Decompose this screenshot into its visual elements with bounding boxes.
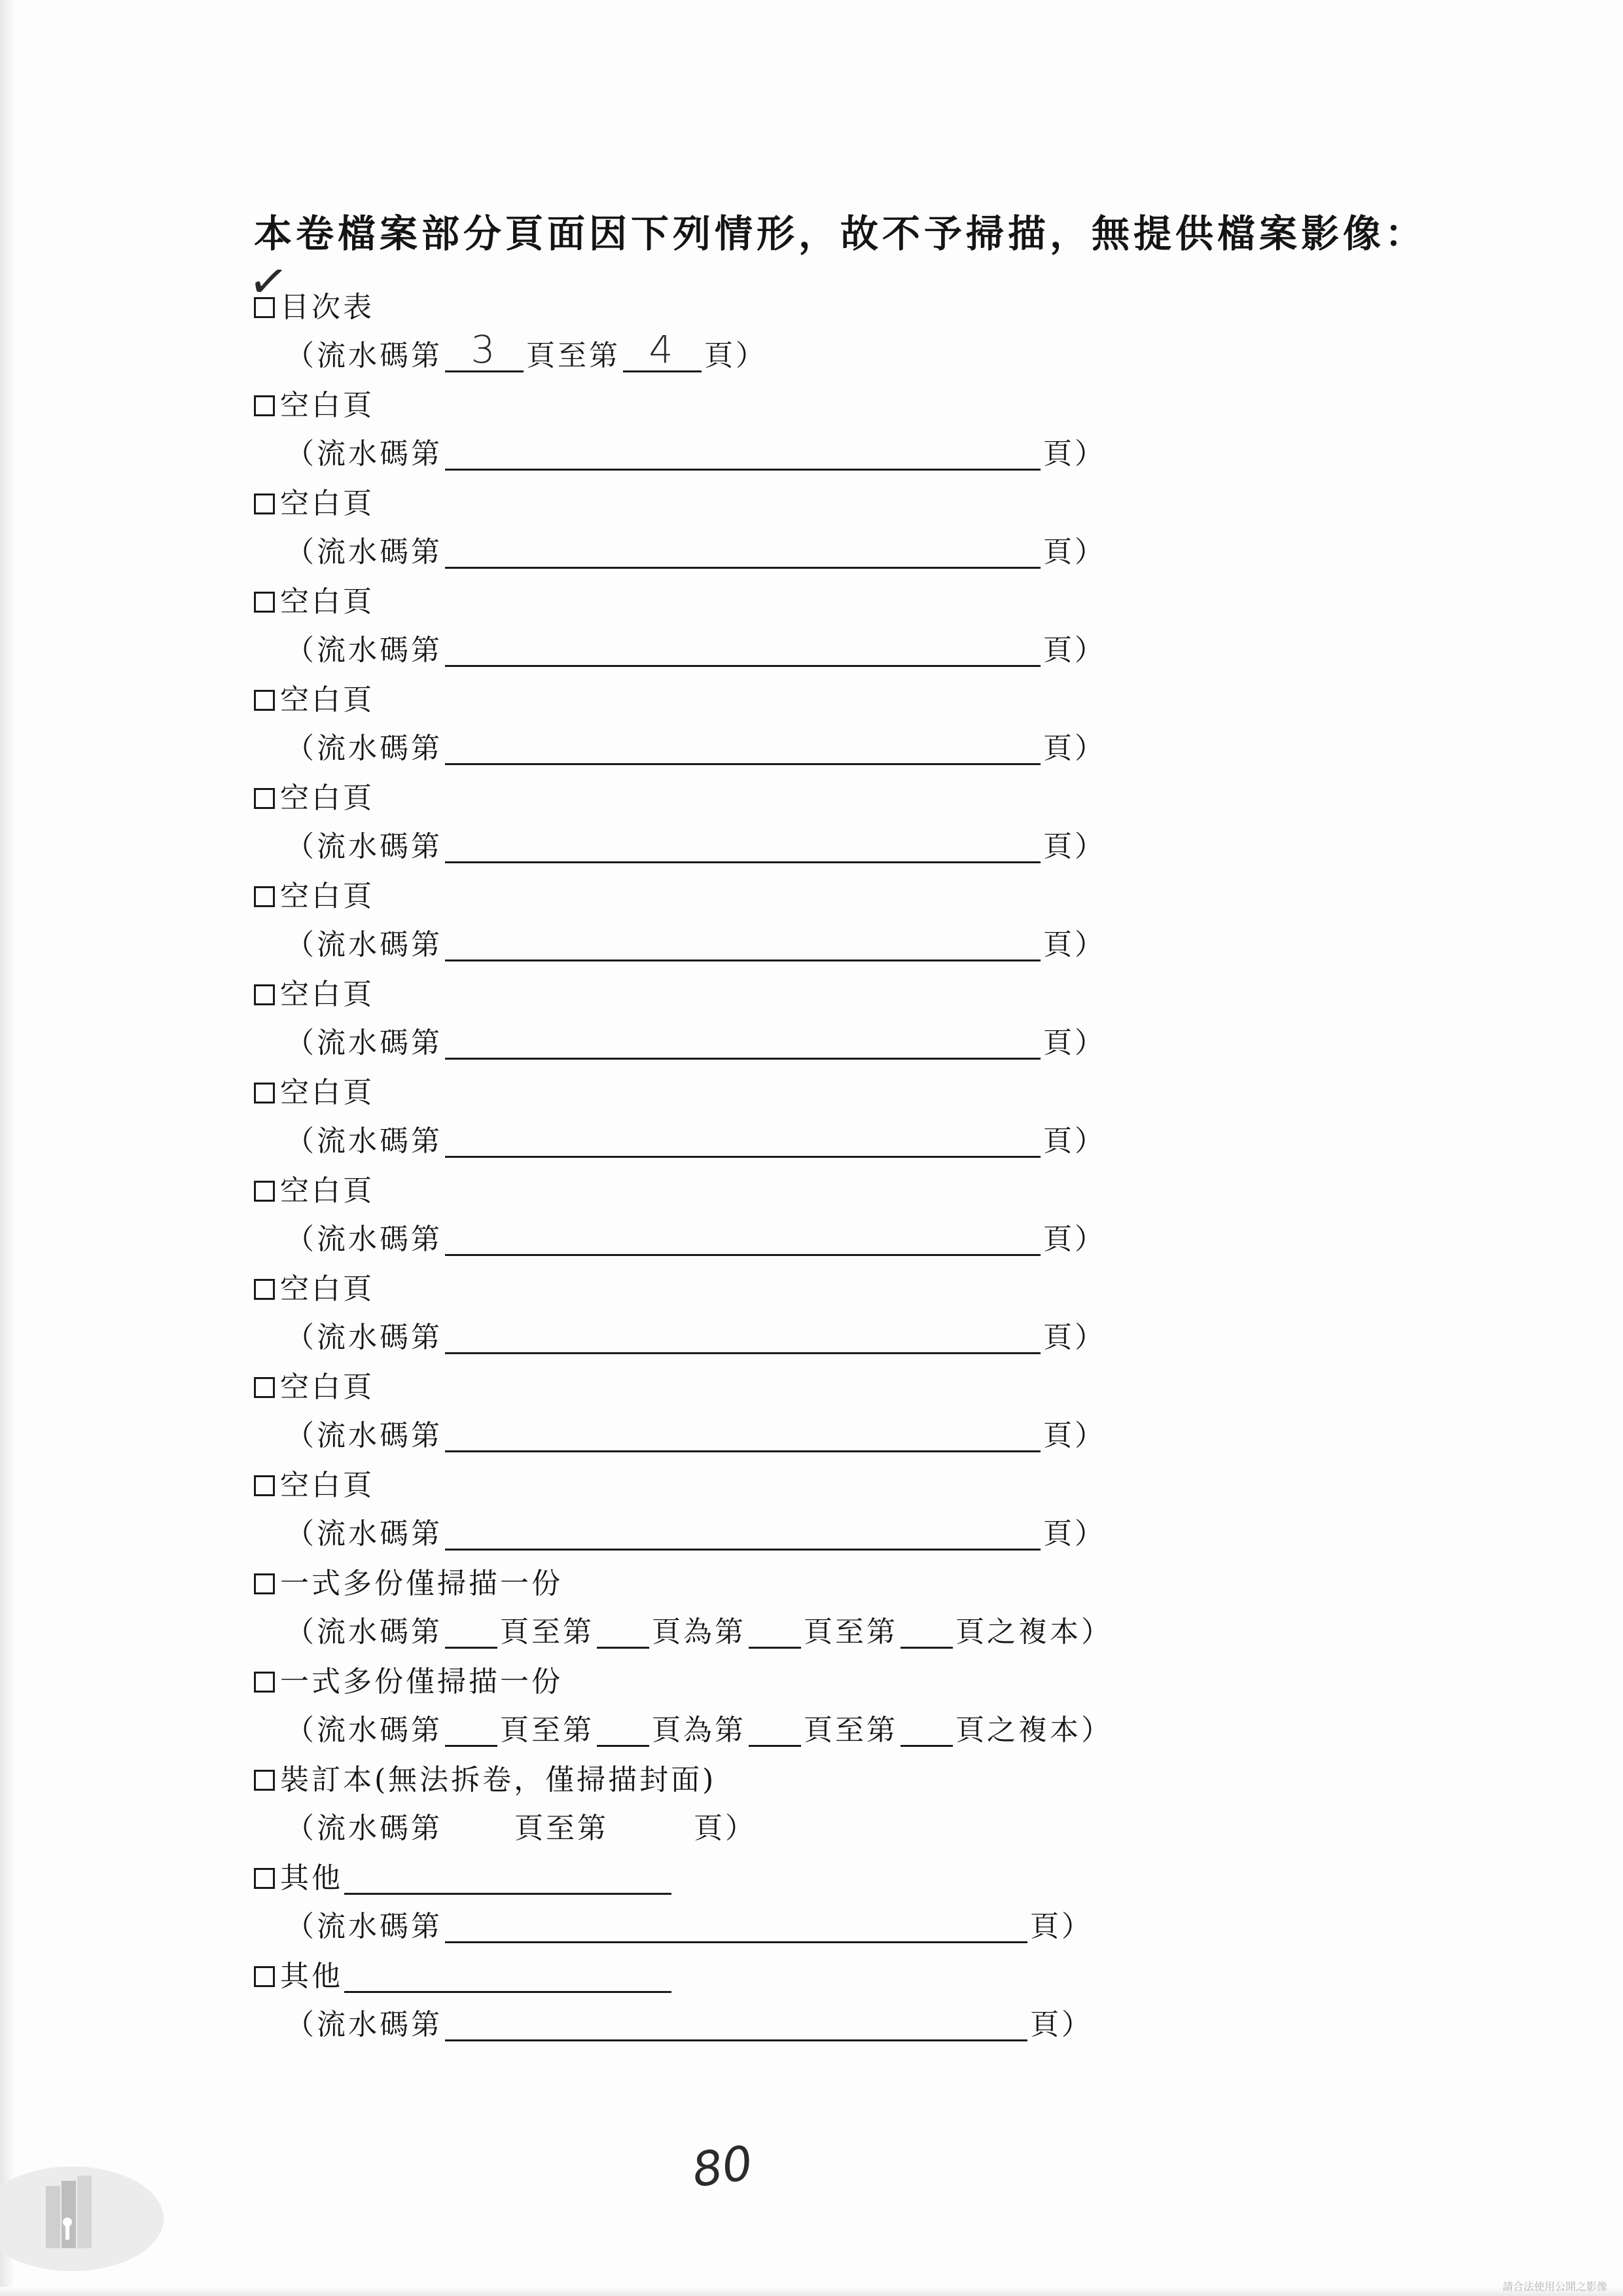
scan-left-edge (0, 0, 14, 2296)
page-for-text: 頁為第 (652, 1713, 746, 1747)
item-blank-8-serial-row (285, 1122, 1106, 1161)
serial-prefix: （流水碼第 (285, 1223, 442, 1256)
item-blank-11-serial-row (285, 1416, 1106, 1456)
item-other-label: 其他 (280, 1861, 343, 1895)
checkbox-blank-12[interactable] (254, 1475, 275, 1496)
scan-bottom-edge (0, 2287, 1623, 2296)
serial-prefix: （流水碼第 (285, 1321, 442, 1354)
serial-prefix: （流水碼第 (285, 634, 442, 667)
serial-prefix: （流水碼第 (285, 732, 442, 765)
item-blank-7 (254, 975, 374, 1014)
item-other-1-serial-row (285, 1907, 1093, 1946)
page-for-text: 頁為第 (652, 1615, 746, 1649)
item-blank-6 (254, 877, 374, 916)
copy-close-text: 頁之複本） (955, 1615, 1113, 1649)
item-blank-label: 空白頁 (280, 683, 374, 717)
item-toc-serial-row (285, 327, 767, 376)
item-blank-2-serial-row (285, 533, 1106, 572)
page-to-text: 頁至第 (500, 1713, 594, 1747)
page-close-text: 頁） (1043, 1517, 1106, 1551)
serial-field[interactable] (445, 929, 1041, 961)
page-to-text: 頁至第 (514, 1812, 609, 1845)
item-blank-9-serial-row (285, 1220, 1106, 1259)
serial-prefix: （流水碼第 (285, 339, 442, 372)
page-close-text: 頁） (1043, 634, 1106, 667)
item-blank-9 (254, 1172, 374, 1211)
page-close-text: 頁） (1043, 830, 1106, 863)
other-reason-field[interactable] (344, 1863, 671, 1895)
item-blank-1-serial-row (285, 435, 1106, 474)
checkbox-other-1[interactable] (254, 1868, 275, 1889)
item-blank-10-serial-row (285, 1318, 1106, 1357)
item-blank-label: 空白頁 (280, 585, 374, 619)
page-to-text: 頁至第 (526, 339, 620, 372)
serial-field[interactable] (901, 1715, 953, 1747)
page-close-text: 頁） (1043, 535, 1106, 569)
item-blank-8 (254, 1073, 374, 1113)
item-blank-5 (254, 779, 374, 818)
serial-field[interactable] (749, 1617, 801, 1649)
checkbox-other-2[interactable] (254, 1966, 275, 1987)
item-bound-label: 裝訂本(無法拆卷，僅掃描封面) (280, 1763, 717, 1797)
serial-field[interactable] (445, 1715, 497, 1747)
checkbox-multi-1[interactable] (254, 1573, 275, 1594)
serial-field[interactable] (445, 439, 1041, 471)
item-blank-label: 空白頁 (280, 781, 374, 815)
serial-prefix: （流水碼第 (285, 1419, 442, 1452)
item-other-label: 其他 (280, 1960, 343, 1993)
serial-field[interactable] (445, 733, 1041, 765)
item-blank-label: 空白頁 (280, 487, 374, 520)
page-close-text: 頁） (694, 1812, 757, 1845)
toc-from-field[interactable] (445, 327, 524, 372)
serial-field[interactable] (445, 1224, 1041, 1256)
serial-prefix: （流水碼第 (285, 1713, 442, 1747)
handwritten-check-mark: ✓ (245, 251, 292, 312)
toc-to-field[interactable] (623, 327, 702, 372)
item-blank-label: 空白頁 (280, 978, 374, 1011)
item-blank-11 (254, 1368, 374, 1407)
item-multi-1-serial-row (285, 1613, 1113, 1652)
page-to-text: 頁至第 (804, 1615, 898, 1649)
page-close-text: 頁） (1043, 1321, 1106, 1354)
checkbox-blank-11[interactable] (254, 1377, 275, 1398)
archive-logo-icon (0, 2153, 164, 2271)
page-to-text: 頁至第 (804, 1713, 898, 1747)
item-blank-4-serial-row (285, 729, 1106, 768)
page-close-text: 頁） (1043, 437, 1106, 471)
serial-field[interactable] (445, 537, 1041, 569)
item-blank-label: 空白頁 (280, 1174, 374, 1208)
checkbox-multi-2[interactable] (254, 1672, 275, 1693)
item-multi-2-serial-row (285, 1711, 1113, 1750)
checkbox-blank-5[interactable] (254, 788, 275, 809)
item-blank-6-serial-row (285, 925, 1106, 965)
serial-field[interactable] (445, 1420, 1041, 1452)
serial-prefix: （流水碼第 (285, 1124, 442, 1158)
handwritten-toc-from: 3 (471, 327, 498, 372)
checkbox-blank-3[interactable] (254, 592, 275, 613)
item-blank-12 (254, 1466, 374, 1505)
checkbox-toc[interactable] (254, 297, 275, 318)
serial-field[interactable] (597, 1715, 649, 1747)
item-blank-5-serial-row (285, 827, 1106, 867)
handwritten-page-number: 80 (688, 2135, 757, 2198)
item-blank-12-serial-row (285, 1515, 1106, 1554)
form-title: 本卷檔案部分頁面因下列情形，故不予掃描，無提供檔案影像： (254, 211, 1427, 256)
page-close-text: 頁） (1043, 1026, 1106, 1060)
item-blank-3-serial-row (285, 631, 1106, 670)
serial-field[interactable] (901, 1617, 953, 1649)
serial-field[interactable] (597, 1617, 649, 1649)
item-bound (254, 1761, 716, 1800)
item-other-2-serial-row (285, 2005, 1093, 2045)
serial-field[interactable] (445, 1911, 1027, 1943)
serial-field[interactable] (749, 1715, 801, 1747)
page-close-text: 頁） (1043, 732, 1106, 765)
handwritten-toc-to: 4 (649, 327, 676, 372)
checkbox-blank-1[interactable] (254, 395, 275, 416)
item-blank-label: 空白頁 (280, 389, 374, 422)
checkbox-bound[interactable] (254, 1770, 275, 1791)
item-blank-label: 空白頁 (280, 1272, 374, 1306)
item-other-1 (254, 1859, 674, 1898)
serial-prefix: （流水碼第 (285, 437, 442, 471)
page-close-text: 頁） (1030, 2008, 1093, 2041)
serial-prefix: （流水碼第 (285, 1910, 442, 1943)
page-close-text: 頁） (1043, 928, 1106, 961)
item-blank-10 (254, 1270, 374, 1309)
other-reason-field[interactable] (344, 1961, 671, 1993)
page-close-text: 頁） (1043, 1124, 1106, 1158)
item-blank-4 (254, 681, 374, 720)
page-to-text: 頁至第 (500, 1615, 594, 1649)
item-multi-label: 一式多份僅掃描一份 (280, 1567, 563, 1600)
serial-prefix: （流水碼第 (285, 830, 442, 863)
item-toc-label: 目次表 (280, 291, 374, 324)
serial-prefix: （流水碼第 (285, 1615, 442, 1649)
item-other-2 (254, 1957, 674, 1996)
item-blank-7-serial-row (285, 1024, 1106, 1063)
serial-prefix: （流水碼第 (285, 2008, 442, 2041)
item-blank-label: 空白頁 (280, 880, 374, 913)
serial-prefix: （流水碼第 (285, 928, 442, 961)
serial-field[interactable] (445, 831, 1041, 863)
item-blank-label: 空白頁 (280, 1371, 374, 1404)
checkbox-blank-8[interactable] (254, 1083, 275, 1103)
item-multi-label: 一式多份僅掃描一份 (280, 1665, 563, 1698)
serial-field[interactable] (445, 1617, 497, 1649)
serial-prefix: （流水碼第 (285, 1812, 442, 1845)
serial-field[interactable] (445, 635, 1041, 667)
footer-note: 請合法使用公開之影像 (1502, 2280, 1607, 2293)
item-multi-1 (254, 1564, 563, 1604)
page-close-text: 頁） (704, 339, 767, 372)
item-toc (254, 288, 374, 327)
item-blank-2 (254, 484, 374, 524)
serial-prefix: （流水碼第 (285, 1517, 442, 1551)
item-blank-1 (254, 386, 374, 425)
page-close-text: 頁） (1030, 1910, 1093, 1943)
item-multi-2 (254, 1662, 563, 1702)
serial-field[interactable] (445, 1518, 1041, 1551)
page-close-text: 頁） (1043, 1223, 1106, 1256)
item-bound-serial-row (285, 1809, 757, 1848)
serial-field[interactable] (445, 2009, 1027, 2041)
item-blank-label: 空白頁 (280, 1469, 374, 1502)
serial-field[interactable] (445, 1322, 1041, 1354)
checkbox-blank-10[interactable] (254, 1279, 275, 1300)
checkbox-blank-7[interactable] (254, 984, 275, 1005)
serial-field[interactable] (445, 1126, 1041, 1158)
checkbox-blank-6[interactable] (254, 886, 275, 907)
item-blank-3 (254, 583, 374, 622)
checkbox-blank-4[interactable] (254, 690, 275, 711)
page-close-text: 頁） (1043, 1419, 1106, 1452)
serial-prefix: （流水碼第 (285, 535, 442, 569)
item-blank-label: 空白頁 (280, 1076, 374, 1109)
checkbox-blank-9[interactable] (254, 1181, 275, 1202)
serial-field[interactable] (445, 1028, 1041, 1060)
serial-prefix: （流水碼第 (285, 1026, 442, 1060)
copy-close-text: 頁之複本） (955, 1713, 1113, 1747)
checkbox-blank-2[interactable] (254, 493, 275, 514)
